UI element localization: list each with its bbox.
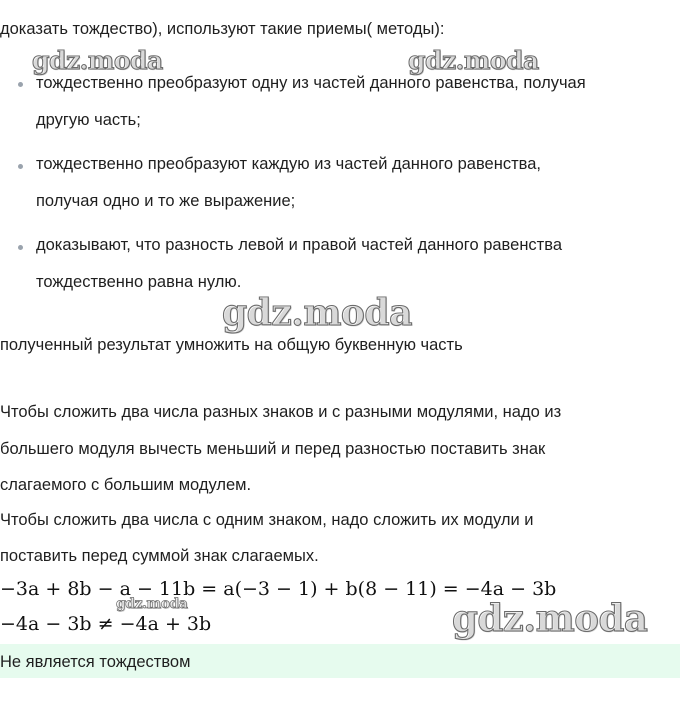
equation-comparison: −4a − 3b ≠ −4a + 3b <box>0 613 212 635</box>
rule-diff-sign-line1: Чтобы сложить два числа разных знаков и с разными модулями, надо из <box>0 403 562 421</box>
rule-diff-sign-line2: большего модуля вычесть меньший и перед разностью поставить знак <box>0 440 546 458</box>
watermark-logo: gdz.moda <box>32 46 163 75</box>
list-item-1-line2: другую часть; <box>36 111 141 129</box>
bullet-marker <box>18 164 23 169</box>
bullet-marker <box>18 82 23 87</box>
watermark-logo: gdz.moda <box>116 596 188 612</box>
rule-same-sign-line1: Чтобы сложить два числа с одним знаком, надо сложить их модули и <box>0 511 534 529</box>
answer-text: Не является тождеством <box>0 653 191 671</box>
list-item-3-line1: доказывают, что разность левой и правой частей данного равенства <box>36 236 562 254</box>
intro-text: доказать тождество), используют такие приемы( методы): <box>0 20 445 38</box>
watermark-logo: gdz.moda <box>408 46 539 75</box>
rule-same-sign-line2: поставить перед суммой знак слагаемых. <box>0 547 319 565</box>
list-item-2-line2: получая одно и то же выражение; <box>36 192 296 210</box>
bullet-marker <box>18 245 23 250</box>
list-item-2-line1: тождественно преобразуют каждую из частей данного равенства, <box>36 155 541 173</box>
list-item-1-line1: тождественно преобразуют одну из частей данного равенства, получая <box>36 74 586 92</box>
rule-diff-sign-line3: слагаемого с большим модулем. <box>0 476 252 494</box>
watermark-logo: gdz.moda <box>222 292 412 334</box>
equation-simplification: −3a + 8b − a − 11b = a(−3 − 1) + b(8 − 11) = −4a − 3b <box>0 578 557 600</box>
rule-result-text: полученный результат умножить на общую буквенную часть <box>0 336 463 354</box>
watermark-logo: gdz.moda <box>452 596 648 640</box>
list-item-3-line2: тождественно равна нулю. <box>36 273 242 291</box>
